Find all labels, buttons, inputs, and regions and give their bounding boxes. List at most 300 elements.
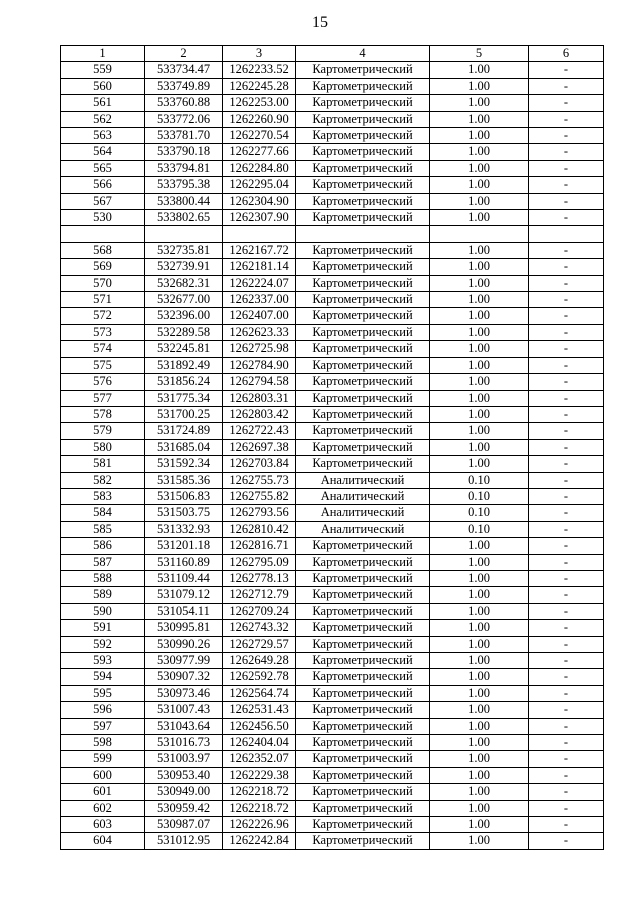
point-number-cell — [61, 226, 145, 242]
x-coordinate-cell: 531012.95 — [145, 833, 223, 849]
note-cell: - — [529, 702, 604, 718]
table-row — [61, 603, 604, 619]
note-cell: - — [529, 587, 604, 603]
accuracy-cell: 1.00 — [430, 128, 529, 144]
y-coordinate-cell: 1262224.07 — [223, 275, 296, 291]
y-coordinate-cell: 1262564.74 — [223, 685, 296, 701]
x-coordinate-cell: 533795.38 — [145, 177, 223, 193]
accuracy-cell: 1.00 — [430, 308, 529, 324]
y-coordinate-cell: 1262229.38 — [223, 767, 296, 783]
y-coordinate-cell: 1262295.04 — [223, 177, 296, 193]
y-coordinate-cell: 1262404.04 — [223, 735, 296, 751]
method-cell: Картометрический — [296, 636, 430, 652]
column-header: 2 — [145, 46, 223, 62]
x-coordinate-cell: 531332.93 — [145, 521, 223, 537]
note-cell: - — [529, 324, 604, 340]
point-number-cell: 564 — [61, 144, 145, 160]
accuracy-cell: 1.00 — [430, 324, 529, 340]
point-number-cell: 572 — [61, 308, 145, 324]
accuracy-cell: 1.00 — [430, 406, 529, 422]
point-number-cell: 573 — [61, 324, 145, 340]
x-coordinate-cell: 530949.00 — [145, 784, 223, 800]
x-coordinate-cell: 531585.36 — [145, 472, 223, 488]
accuracy-cell: 1.00 — [430, 767, 529, 783]
note-cell: - — [529, 78, 604, 94]
accuracy-cell: 0.10 — [430, 505, 529, 521]
x-coordinate-cell: 533772.06 — [145, 111, 223, 127]
y-coordinate-cell: 1262703.84 — [223, 456, 296, 472]
table-row — [61, 505, 604, 521]
y-coordinate-cell: 1262743.32 — [223, 620, 296, 636]
x-coordinate-cell: 533749.89 — [145, 78, 223, 94]
method-cell: Картометрический — [296, 62, 430, 78]
accuracy-cell: 1.00 — [430, 653, 529, 669]
method-cell: Картометрический — [296, 620, 430, 636]
point-number-cell: 596 — [61, 702, 145, 718]
accuracy-cell: 1.00 — [430, 341, 529, 357]
point-number-cell: 577 — [61, 390, 145, 406]
table-row — [61, 735, 604, 751]
y-coordinate-cell: 1262270.54 — [223, 128, 296, 144]
method-cell: Картометрический — [296, 111, 430, 127]
y-coordinate-cell: 1262729.57 — [223, 636, 296, 652]
note-cell: - — [529, 570, 604, 586]
y-coordinate-cell: 1262709.24 — [223, 603, 296, 619]
method-cell: Картометрический — [296, 653, 430, 669]
x-coordinate-cell: 531685.04 — [145, 439, 223, 455]
method-cell: Картометрический — [296, 833, 430, 849]
method-cell: Картометрический — [296, 341, 430, 357]
method-cell: Картометрический — [296, 193, 430, 209]
accuracy-cell: 1.00 — [430, 259, 529, 275]
x-coordinate-cell: 532677.00 — [145, 292, 223, 308]
table-row — [61, 324, 604, 340]
y-coordinate-cell: 1262242.84 — [223, 833, 296, 849]
point-number-cell: 589 — [61, 587, 145, 603]
table-row — [61, 800, 604, 816]
x-coordinate-cell: 533760.88 — [145, 95, 223, 111]
accuracy-cell: 1.00 — [430, 275, 529, 291]
point-number-cell: 602 — [61, 800, 145, 816]
method-cell: Картометрический — [296, 78, 430, 94]
table-row — [61, 406, 604, 422]
y-coordinate-cell: 1262245.28 — [223, 78, 296, 94]
note-cell: - — [529, 423, 604, 439]
accuracy-cell — [430, 226, 529, 242]
table-header-row — [61, 46, 604, 62]
method-cell: Картометрический — [296, 374, 430, 390]
table-row — [61, 587, 604, 603]
method-cell: Аналитический — [296, 505, 430, 521]
point-number-cell: 584 — [61, 505, 145, 521]
method-cell: Картометрический — [296, 160, 430, 176]
point-number-cell: 590 — [61, 603, 145, 619]
table-row — [61, 390, 604, 406]
x-coordinate-cell: 531007.43 — [145, 702, 223, 718]
x-coordinate-cell: 532396.00 — [145, 308, 223, 324]
method-cell: Картометрический — [296, 554, 430, 570]
table-row — [61, 144, 604, 160]
column-header: 5 — [430, 46, 529, 62]
table-row — [61, 275, 604, 291]
y-coordinate-cell: 1262337.00 — [223, 292, 296, 308]
table-row — [61, 751, 604, 767]
note-cell: - — [529, 735, 604, 751]
table-row — [61, 111, 604, 127]
table-row — [61, 456, 604, 472]
x-coordinate-cell: 533800.44 — [145, 193, 223, 209]
x-coordinate-cell: 533734.47 — [145, 62, 223, 78]
y-coordinate-cell: 1262803.31 — [223, 390, 296, 406]
y-coordinate-cell: 1262284.80 — [223, 160, 296, 176]
point-number-cell: 570 — [61, 275, 145, 291]
note-cell: - — [529, 472, 604, 488]
method-cell: Картометрический — [296, 390, 430, 406]
x-coordinate-cell: 531503.75 — [145, 505, 223, 521]
note-cell: - — [529, 95, 604, 111]
note-cell: - — [529, 144, 604, 160]
table-row — [61, 193, 604, 209]
y-coordinate-cell: 1262810.42 — [223, 521, 296, 537]
method-cell: Картометрический — [296, 439, 430, 455]
table-row — [61, 521, 604, 537]
accuracy-cell: 1.00 — [430, 636, 529, 652]
x-coordinate-cell: 532735.81 — [145, 242, 223, 258]
table-row — [61, 308, 604, 324]
accuracy-cell: 1.00 — [430, 817, 529, 833]
table-row — [61, 374, 604, 390]
method-cell: Аналитический — [296, 472, 430, 488]
x-coordinate-cell: 530990.26 — [145, 636, 223, 652]
y-coordinate-cell: 1262722.43 — [223, 423, 296, 439]
y-coordinate-cell: 1262226.96 — [223, 817, 296, 833]
table-row — [61, 472, 604, 488]
point-number-cell: 578 — [61, 406, 145, 422]
y-coordinate-cell: 1262307.90 — [223, 210, 296, 226]
table-row — [61, 636, 604, 652]
method-cell: Картометрический — [296, 259, 430, 275]
method-cell: Картометрический — [296, 587, 430, 603]
note-cell: - — [529, 817, 604, 833]
note-cell: - — [529, 111, 604, 127]
table-row — [61, 177, 604, 193]
note-cell: - — [529, 275, 604, 291]
y-coordinate-cell: 1262649.28 — [223, 653, 296, 669]
note-cell: - — [529, 521, 604, 537]
note-cell: - — [529, 439, 604, 455]
note-cell: - — [529, 669, 604, 685]
point-number-cell: 582 — [61, 472, 145, 488]
y-coordinate-cell: 1262697.38 — [223, 439, 296, 455]
x-coordinate-cell: 531016.73 — [145, 735, 223, 751]
note-cell: - — [529, 767, 604, 783]
x-coordinate-cell: 530959.42 — [145, 800, 223, 816]
y-coordinate-cell: 1262352.07 — [223, 751, 296, 767]
x-coordinate-cell: 530987.07 — [145, 817, 223, 833]
note-cell: - — [529, 128, 604, 144]
method-cell: Картометрический — [296, 767, 430, 783]
accuracy-cell: 1.00 — [430, 587, 529, 603]
point-number-cell: 576 — [61, 374, 145, 390]
point-number-cell: 566 — [61, 177, 145, 193]
point-number-cell: 585 — [61, 521, 145, 537]
y-coordinate-cell: 1262531.43 — [223, 702, 296, 718]
method-cell: Картометрический — [296, 144, 430, 160]
table-row — [61, 570, 604, 586]
method-cell: Картометрический — [296, 406, 430, 422]
point-number-cell: 595 — [61, 685, 145, 701]
accuracy-cell: 1.00 — [430, 800, 529, 816]
method-cell: Картометрический — [296, 423, 430, 439]
x-coordinate-cell: 533790.18 — [145, 144, 223, 160]
x-coordinate-cell: 531043.64 — [145, 718, 223, 734]
method-cell: Картометрический — [296, 603, 430, 619]
accuracy-cell: 1.00 — [430, 833, 529, 849]
point-number-cell: 561 — [61, 95, 145, 111]
point-number-cell: 594 — [61, 669, 145, 685]
point-number-cell: 592 — [61, 636, 145, 652]
y-coordinate-cell: 1262456.50 — [223, 718, 296, 734]
table-row — [61, 423, 604, 439]
x-coordinate-cell: 531054.11 — [145, 603, 223, 619]
y-coordinate-cell: 1262218.72 — [223, 784, 296, 800]
note-cell: - — [529, 292, 604, 308]
note-cell: - — [529, 62, 604, 78]
point-number-cell: 567 — [61, 193, 145, 209]
x-coordinate-cell: 533781.70 — [145, 128, 223, 144]
note-cell: - — [529, 242, 604, 258]
table-row — [61, 62, 604, 78]
method-cell: Аналитический — [296, 521, 430, 537]
y-coordinate-cell: 1262407.00 — [223, 308, 296, 324]
column-header: 6 — [529, 46, 604, 62]
note-cell — [529, 226, 604, 242]
table-row — [61, 620, 604, 636]
method-cell: Картометрический — [296, 669, 430, 685]
table-row — [61, 653, 604, 669]
method-cell: Картометрический — [296, 357, 430, 373]
x-coordinate-cell — [145, 226, 223, 242]
accuracy-cell: 1.00 — [430, 144, 529, 160]
accuracy-cell: 1.00 — [430, 669, 529, 685]
note-cell: - — [529, 718, 604, 734]
x-coordinate-cell: 531700.25 — [145, 406, 223, 422]
point-number-cell: 599 — [61, 751, 145, 767]
accuracy-cell: 1.00 — [430, 193, 529, 209]
point-number-cell: 562 — [61, 111, 145, 127]
y-coordinate-cell: 1262755.82 — [223, 488, 296, 504]
table-row — [61, 669, 604, 685]
method-cell: Картометрический — [296, 128, 430, 144]
method-cell: Картометрический — [296, 275, 430, 291]
y-coordinate-cell: 1262755.73 — [223, 472, 296, 488]
y-coordinate-cell: 1262304.90 — [223, 193, 296, 209]
y-coordinate-cell: 1262803.42 — [223, 406, 296, 422]
table-row — [61, 357, 604, 373]
table-row — [61, 784, 604, 800]
y-coordinate-cell: 1262623.33 — [223, 324, 296, 340]
note-cell: - — [529, 456, 604, 472]
accuracy-cell: 1.00 — [430, 95, 529, 111]
point-number-cell: 604 — [61, 833, 145, 849]
note-cell: - — [529, 341, 604, 357]
note-cell: - — [529, 374, 604, 390]
method-cell: Картометрический — [296, 784, 430, 800]
point-number-cell: 579 — [61, 423, 145, 439]
x-coordinate-cell: 530995.81 — [145, 620, 223, 636]
note-cell: - — [529, 193, 604, 209]
point-number-cell: 580 — [61, 439, 145, 455]
accuracy-cell: 1.00 — [430, 718, 529, 734]
y-coordinate-cell: 1262778.13 — [223, 570, 296, 586]
point-number-cell: 601 — [61, 784, 145, 800]
method-cell: Картометрический — [296, 735, 430, 751]
point-number-cell: 559 — [61, 62, 145, 78]
accuracy-cell: 1.00 — [430, 603, 529, 619]
table-row — [61, 242, 604, 258]
point-number-cell: 586 — [61, 538, 145, 554]
table-row — [61, 817, 604, 833]
table-row — [61, 439, 604, 455]
point-number-cell: 565 — [61, 160, 145, 176]
point-number-cell: 587 — [61, 554, 145, 570]
accuracy-cell: 1.00 — [430, 242, 529, 258]
x-coordinate-cell: 531592.34 — [145, 456, 223, 472]
accuracy-cell: 1.00 — [430, 456, 529, 472]
note-cell: - — [529, 259, 604, 275]
accuracy-cell: 1.00 — [430, 177, 529, 193]
y-coordinate-cell: 1262218.72 — [223, 800, 296, 816]
accuracy-cell: 1.00 — [430, 374, 529, 390]
point-number-cell: 560 — [61, 78, 145, 94]
method-cell: Картометрический — [296, 800, 430, 816]
x-coordinate-cell: 532289.58 — [145, 324, 223, 340]
note-cell: - — [529, 784, 604, 800]
table-row — [61, 292, 604, 308]
note-cell: - — [529, 160, 604, 176]
x-coordinate-cell: 532245.81 — [145, 341, 223, 357]
point-number-cell: 597 — [61, 718, 145, 734]
note-cell: - — [529, 636, 604, 652]
table-row — [61, 685, 604, 701]
point-number-cell: 593 — [61, 653, 145, 669]
table-row — [61, 128, 604, 144]
method-cell: Картометрический — [296, 817, 430, 833]
y-coordinate-cell: 1262592.78 — [223, 669, 296, 685]
accuracy-cell: 1.00 — [430, 538, 529, 554]
method-cell — [296, 226, 430, 242]
y-coordinate-cell: 1262233.52 — [223, 62, 296, 78]
x-coordinate-cell: 530977.99 — [145, 653, 223, 669]
table-row — [61, 833, 604, 849]
accuracy-cell: 1.00 — [430, 570, 529, 586]
y-coordinate-cell: 1262712.79 — [223, 587, 296, 603]
accuracy-cell: 1.00 — [430, 78, 529, 94]
point-number-cell: 598 — [61, 735, 145, 751]
x-coordinate-cell: 531724.89 — [145, 423, 223, 439]
point-number-cell: 568 — [61, 242, 145, 258]
x-coordinate-cell: 533802.65 — [145, 210, 223, 226]
accuracy-cell: 1.00 — [430, 390, 529, 406]
y-coordinate-cell — [223, 226, 296, 242]
y-coordinate-cell: 1262816.71 — [223, 538, 296, 554]
coordinates-table — [60, 45, 604, 850]
x-coordinate-cell: 530907.32 — [145, 669, 223, 685]
note-cell: - — [529, 210, 604, 226]
point-number-cell: 575 — [61, 357, 145, 373]
method-cell: Картометрический — [296, 292, 430, 308]
accuracy-cell: 1.00 — [430, 292, 529, 308]
accuracy-cell: 1.00 — [430, 160, 529, 176]
table-row — [61, 259, 604, 275]
page-number: 15 — [312, 14, 328, 31]
table-row — [61, 538, 604, 554]
point-number-cell: 581 — [61, 456, 145, 472]
x-coordinate-cell: 531856.24 — [145, 374, 223, 390]
accuracy-cell: 1.00 — [430, 784, 529, 800]
accuracy-cell: 1.00 — [430, 735, 529, 751]
x-coordinate-cell: 531201.18 — [145, 538, 223, 554]
method-cell: Картометрический — [296, 456, 430, 472]
y-coordinate-cell: 1262793.56 — [223, 505, 296, 521]
note-cell: - — [529, 390, 604, 406]
note-cell: - — [529, 653, 604, 669]
note-cell: - — [529, 751, 604, 767]
table-row — [61, 226, 604, 242]
point-number-cell: 530 — [61, 210, 145, 226]
x-coordinate-cell: 532682.31 — [145, 275, 223, 291]
note-cell: - — [529, 538, 604, 554]
accuracy-cell: 0.10 — [430, 472, 529, 488]
y-coordinate-cell: 1262794.58 — [223, 374, 296, 390]
x-coordinate-cell: 532739.91 — [145, 259, 223, 275]
note-cell: - — [529, 505, 604, 521]
accuracy-cell: 1.00 — [430, 702, 529, 718]
method-cell: Аналитический — [296, 488, 430, 504]
x-coordinate-cell: 531109.44 — [145, 570, 223, 586]
table-row — [61, 160, 604, 176]
x-coordinate-cell: 530973.46 — [145, 685, 223, 701]
y-coordinate-cell: 1262167.72 — [223, 242, 296, 258]
method-cell: Картометрический — [296, 324, 430, 340]
accuracy-cell: 1.00 — [430, 111, 529, 127]
table-body — [61, 62, 604, 849]
note-cell: - — [529, 620, 604, 636]
note-cell: - — [529, 177, 604, 193]
y-coordinate-cell: 1262253.00 — [223, 95, 296, 111]
accuracy-cell: 0.10 — [430, 488, 529, 504]
x-coordinate-cell: 531775.34 — [145, 390, 223, 406]
table-row — [61, 767, 604, 783]
accuracy-cell: 1.00 — [430, 685, 529, 701]
x-coordinate-cell: 531506.83 — [145, 488, 223, 504]
note-cell: - — [529, 488, 604, 504]
accuracy-cell: 1.00 — [430, 62, 529, 78]
note-cell: - — [529, 833, 604, 849]
method-cell: Картометрический — [296, 95, 430, 111]
point-number-cell: 574 — [61, 341, 145, 357]
column-header: 4 — [296, 46, 430, 62]
table-row — [61, 718, 604, 734]
method-cell: Картометрический — [296, 308, 430, 324]
accuracy-cell: 1.00 — [430, 210, 529, 226]
point-number-cell: 583 — [61, 488, 145, 504]
method-cell: Картометрический — [296, 685, 430, 701]
method-cell: Картометрический — [296, 242, 430, 258]
column-header: 1 — [61, 46, 145, 62]
table-row — [61, 554, 604, 570]
note-cell: - — [529, 685, 604, 701]
